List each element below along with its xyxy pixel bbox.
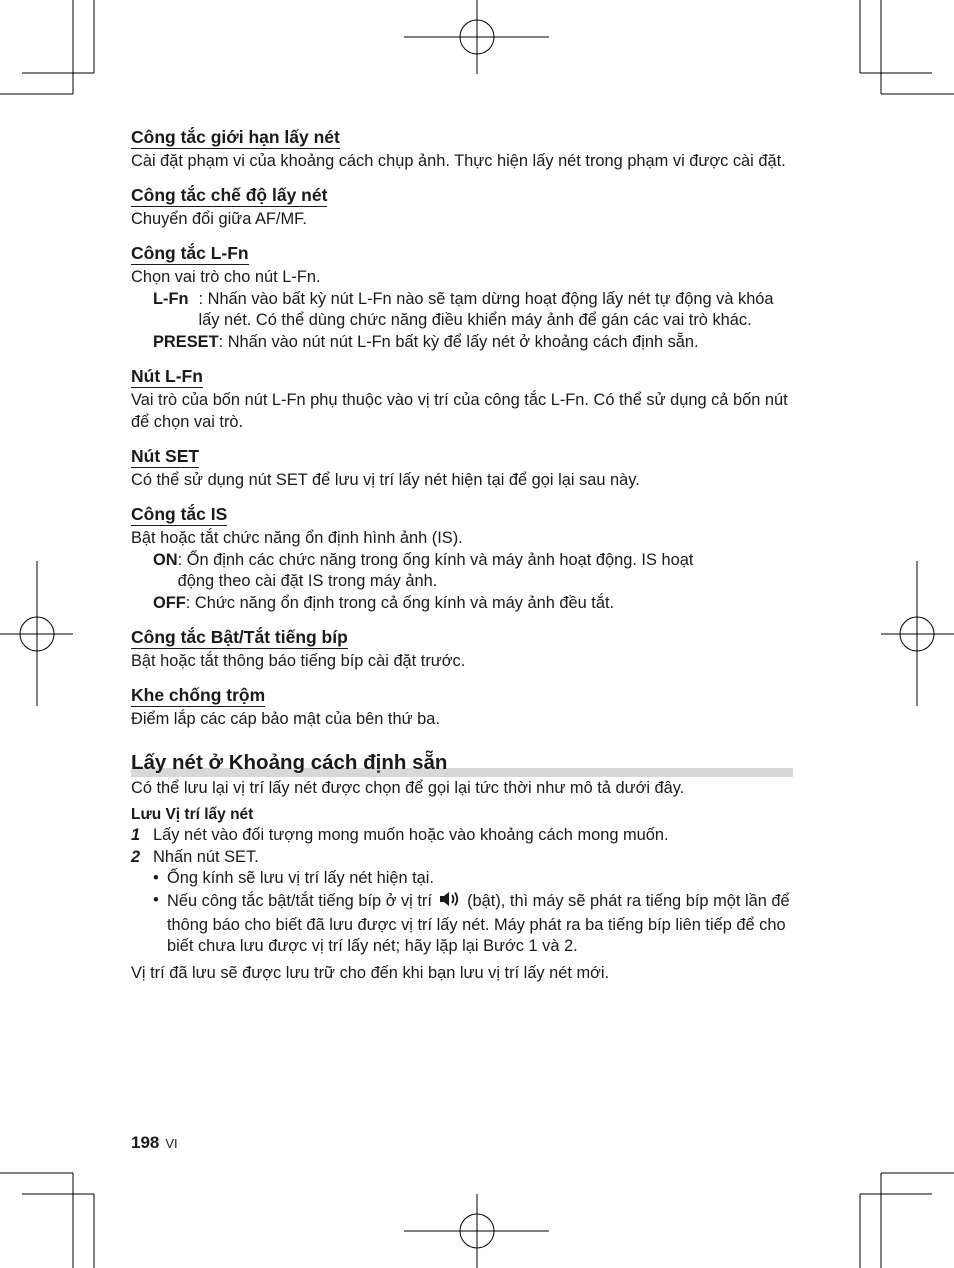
bullet-text: Ống kính sẽ lưu vị trí lấy nét hiện tại. [167,869,434,888]
bullet-dot: • [153,869,159,888]
option-off [153,593,791,615]
section-lfn-switch [131,242,791,353]
section-beep-switch [131,626,791,672]
section-text: Có thể sử dụng nút SET để lưu vị trí lấy nét hiện tại để gọi lại sau này. [131,470,640,489]
section-heading: Công tắc IS [131,504,228,525]
preset-section-header [131,751,791,777]
language-code: VI [165,1136,178,1151]
preset-intro: Có thể lưu lại vị trí lấy nét được chọn để gọi lại tức thời như mô tả dưới đây. [131,778,685,797]
option-value: : Chức năng ổn định trong cả ống kính và máy ảnh đều tắt. [185,593,615,612]
option-on [153,550,791,593]
section-text: Chọn vai trò cho nút L-Fn. [131,267,321,286]
closing-text: Vị trí đã lưu sẽ được lưu trữ cho đến khi bạn lưu vị trí lấy nét mới. [131,963,610,982]
section-heading: Nút L-Fn [131,366,203,387]
section-text: Điểm lắp các cáp bảo mật của bên thứ ba. [131,710,440,729]
preset-section-title: Lấy nét ở Khoảng cách định sẵn [131,750,448,774]
manual-content [131,126,791,984]
option-key: ON [153,550,178,569]
section-set-button [131,445,791,491]
section-text: Vai trò của bốn nút L-Fn phụ thuộc vào vị trí của công tắc L-Fn. Có thể sử dụng cả bốn nút để chọn vai trò. [131,390,788,431]
bullet-text-part: (bật), thì máy sẽ phát ra tiếng bíp một lần để thông báo cho biết đã lưu được vị trí lấy nét. Máy phát ra ba tiếng bíp liên tiếp để cho biết chưa lưu được vị trí lấy nét; hãy lặp lại Bước 1 và 2. [167,892,790,956]
section-lfn-button [131,365,791,433]
save-focus-subheading: Lưu Vị trí lấy nét [131,806,254,824]
section-heading: Nút SET [131,446,200,467]
step-1 [131,825,791,847]
step-number: 2 [131,847,141,866]
page-footer [131,1133,178,1153]
section-heading: Công tắc L-Fn [131,243,249,264]
section-is-switch [131,503,791,614]
section-text: Cài đặt phạm vi của khoảng cách chụp ảnh. Thực hiện lấy nét trong phạm vi được cài đặt. [131,151,786,170]
speaker-icon [439,890,461,915]
option-value: : Ổn định các chức năng trong ống kính và máy ảnh hoạt động. IS hoạt động theo cài đặt IS trong máy ảnh. [177,550,694,591]
option-preset [153,332,791,354]
section-text: Bật hoặc tắt thông báo tiếng bíp cài đặt trước. [131,651,466,670]
bullet-dot: • [153,891,159,910]
section-text: Bật hoặc tắt chức năng ổn định hình ảnh (IS). [131,528,463,547]
option-value: : Nhấn vào bất kỳ nút L-Fn nào sẽ tạm dừng hoạt động lấy nét tự động và khóa lấy nét. Có thể dùng chức năng điều khiển máy ảnh để gán các vai trò khác. [198,289,774,330]
bullet-item [153,868,791,890]
option-value: : Nhấn vào nút nút L-Fn bất kỳ để lấy nét ở khoảng cách định sẵn. [218,332,699,351]
section-heading: Công tắc chế độ lấy nét [131,185,328,206]
section-focus-mode-switch [131,184,791,230]
section-security-slot [131,684,791,730]
step-number: 1 [131,826,141,845]
step-2 [131,847,791,869]
option-key: OFF [153,593,186,612]
option-key: PRESET [153,332,219,351]
section-focus-limit-switch [131,126,791,172]
bullet-text [167,890,791,958]
option-key: L-Fn [153,289,189,308]
page-number: 198 [131,1133,160,1152]
section-heading: Công tắc Bật/Tắt tiếng bíp [131,627,348,648]
bullet-text-part: Nếu công tắc bật/tắt tiếng bíp ở vị trí [167,892,432,911]
option-lfn [153,289,791,332]
section-heading: Khe chống trộm [131,685,266,706]
step-text: Lấy nét vào đối tượng mong muốn hoặc vào khoảng cách mong muốn. [153,826,669,845]
section-text: Chuyển đổi giữa AF/MF. [131,209,307,228]
section-heading: Công tắc giới hạn lấy nét [131,127,340,147]
step-text: Nhấn nút SET. [153,847,259,866]
bullet-item [153,890,791,958]
